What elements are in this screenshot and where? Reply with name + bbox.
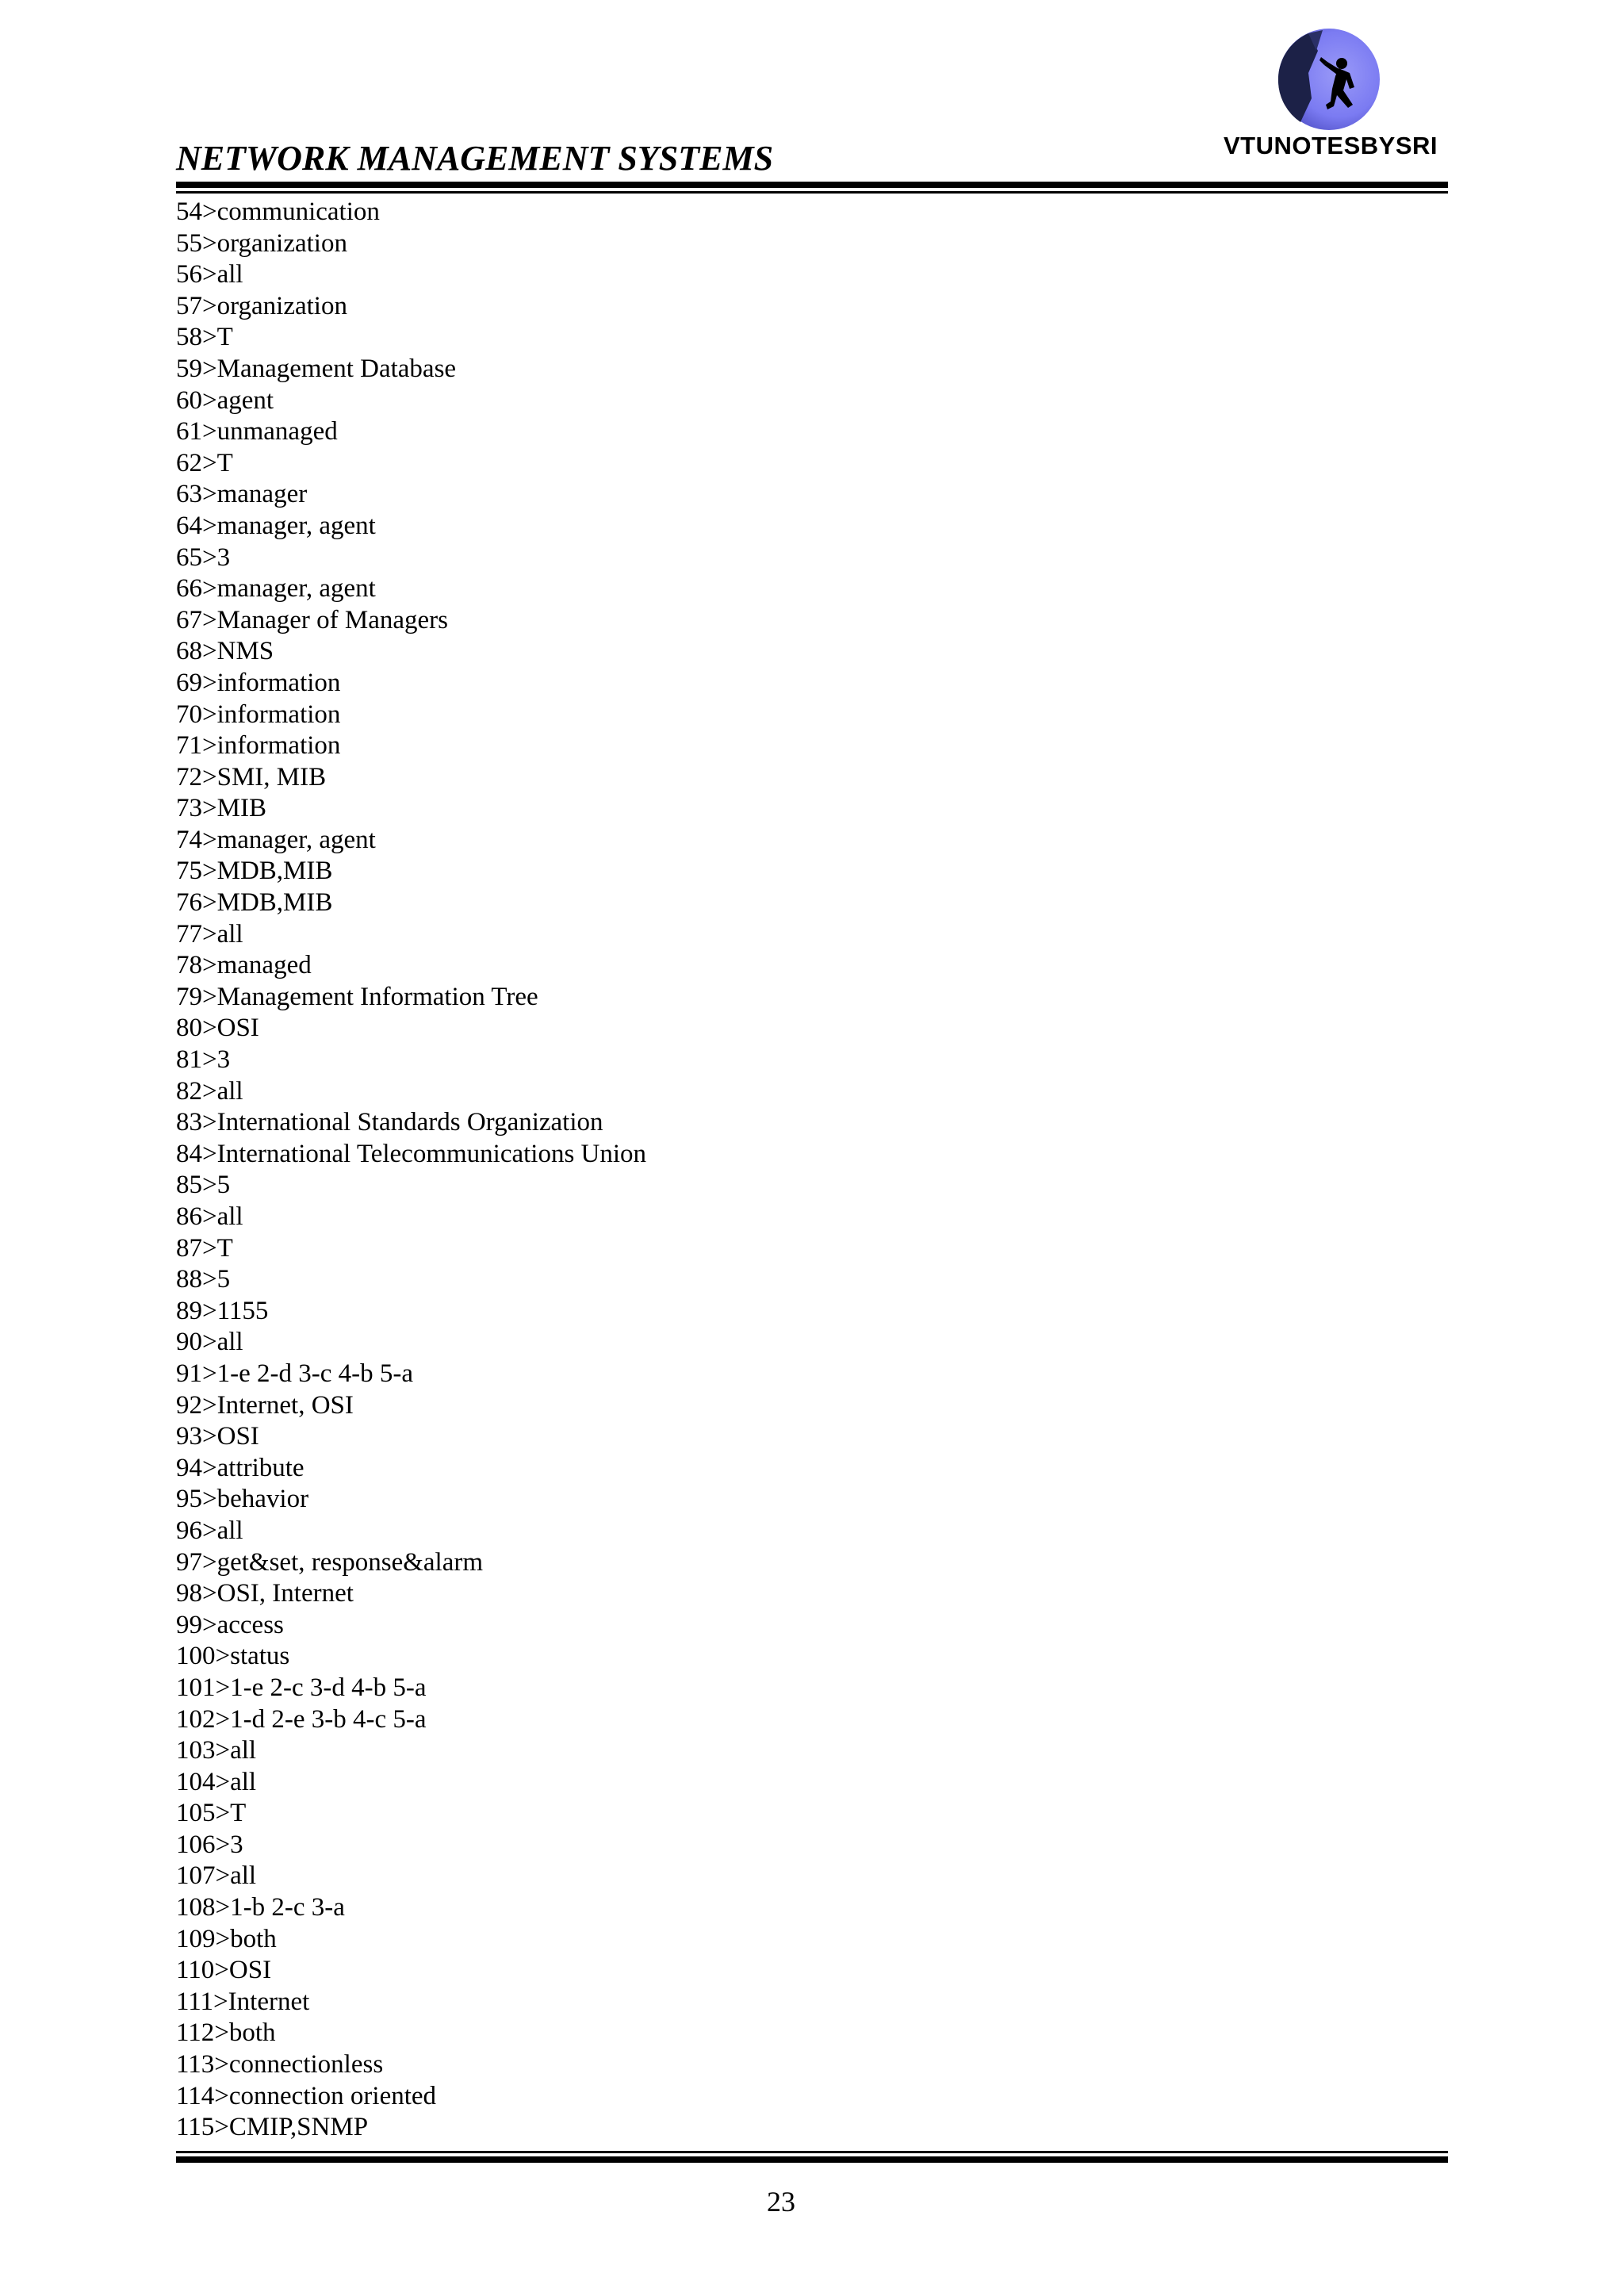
answer-item: 111>Internet	[176, 1987, 310, 2016]
answer-item: 94>attribute	[176, 1453, 304, 1482]
header-rule-thin	[176, 191, 1448, 194]
answer-item: 112>both	[176, 2018, 276, 2048]
answer-item: 88>5	[176, 1265, 231, 1294]
answer-item: 102>1-d 2-e 3-b 4-c 5-a	[176, 1704, 427, 1734]
answer-item: 67>Manager of Managers	[176, 605, 448, 634]
answer-item: 82>all	[176, 1076, 243, 1106]
answer-item: 58>T	[176, 323, 233, 352]
answer-item: 92>Internet, OSI	[176, 1390, 354, 1420]
answer-item: 91>1-e 2-d 3-c 4-b 5-a	[176, 1359, 413, 1388]
answer-item: 74>manager, agent	[176, 825, 376, 854]
answer-item: 79>Management Information Tree	[176, 982, 538, 1011]
answer-item: 89>1155	[176, 1296, 269, 1325]
answer-item: 62>T	[176, 448, 233, 477]
answer-item: 106>3	[176, 1830, 243, 1859]
site-logo	[1212, 27, 1450, 167]
answer-item: 104>all	[176, 1767, 257, 1796]
answer-item: 78>managed	[176, 951, 312, 980]
answer-item: 105>T	[176, 1799, 247, 1828]
footer-rule-thick	[176, 2156, 1448, 2163]
logo-text: VTUNOTESBYSRI	[1223, 132, 1438, 159]
answer-item: 69>information	[176, 668, 341, 697]
answer-item: 108>1-b 2-c 3-a	[176, 1893, 345, 1922]
answer-item: 83>International Standards Organization	[176, 1108, 603, 1137]
answer-item: 110>OSI	[176, 1956, 272, 1985]
footer-rule-thin	[176, 2151, 1448, 2153]
answer-item: 80>OSI	[176, 1014, 259, 1043]
climber-logo-icon	[1277, 27, 1381, 132]
answer-item: 109>both	[176, 1924, 277, 1953]
answer-item: 68>NMS	[176, 637, 274, 666]
answer-item: 63>manager	[176, 480, 308, 509]
answer-item: 115>CMIP,SNMP	[176, 2113, 369, 2142]
answer-item: 54>communication	[176, 197, 380, 226]
answer-item: 90>all	[176, 1328, 243, 1357]
answer-list	[176, 197, 646, 2144]
answer-item: 85>5	[176, 1171, 231, 1200]
answer-item: 56>all	[176, 260, 243, 289]
answer-item: 114>connection oriented	[176, 2081, 437, 2110]
page-number: 23	[767, 2186, 795, 2217]
answer-item: 113>connectionless	[176, 2050, 384, 2079]
answer-item: 77>all	[176, 919, 243, 949]
answer-item: 97>get&set, response&alarm	[176, 1547, 484, 1577]
answer-item: 84>International Telecommunications Union	[176, 1139, 647, 1168]
answer-item: 98>OSI, Internet	[176, 1579, 354, 1608]
answer-item: 99>access	[176, 1610, 284, 1639]
answer-item: 101>1-e 2-c 3-d 4-b 5-a	[176, 1673, 427, 1702]
answer-item: 96>all	[176, 1516, 243, 1545]
page-header-title: NETWORK MANAGEMENT SYSTEMS	[176, 139, 774, 178]
answer-item: 75>MDB,MIB	[176, 857, 333, 886]
answer-item: 55>organization	[176, 228, 347, 258]
answer-item: 93>OSI	[176, 1422, 259, 1451]
answer-item: 59>Management Database	[176, 354, 457, 383]
answer-item: 81>3	[176, 1045, 231, 1075]
answer-item: 70>information	[176, 700, 341, 729]
header-rule-thick	[176, 182, 1448, 188]
answer-item: 72>SMI, MIB	[176, 762, 327, 792]
answer-item: 66>manager, agent	[176, 574, 376, 604]
answer-item: 86>all	[176, 1202, 243, 1231]
answer-item: 61>unmanaged	[176, 417, 338, 447]
answer-item: 57>organization	[176, 291, 347, 320]
answer-item: 107>all	[176, 1861, 257, 1891]
answer-item: 76>MDB,MIB	[176, 888, 333, 918]
answer-item: 65>3	[176, 542, 231, 572]
answer-item: 100>status	[176, 1642, 290, 1671]
answer-item: 87>T	[176, 1233, 233, 1263]
answer-item: 71>information	[176, 731, 341, 761]
answer-item: 60>agent	[176, 385, 274, 415]
answer-item: 103>all	[176, 1736, 257, 1765]
answer-item: 95>behavior	[176, 1485, 309, 1514]
answer-item: 64>manager, agent	[176, 511, 376, 540]
answer-item: 73>MIB	[176, 794, 266, 823]
